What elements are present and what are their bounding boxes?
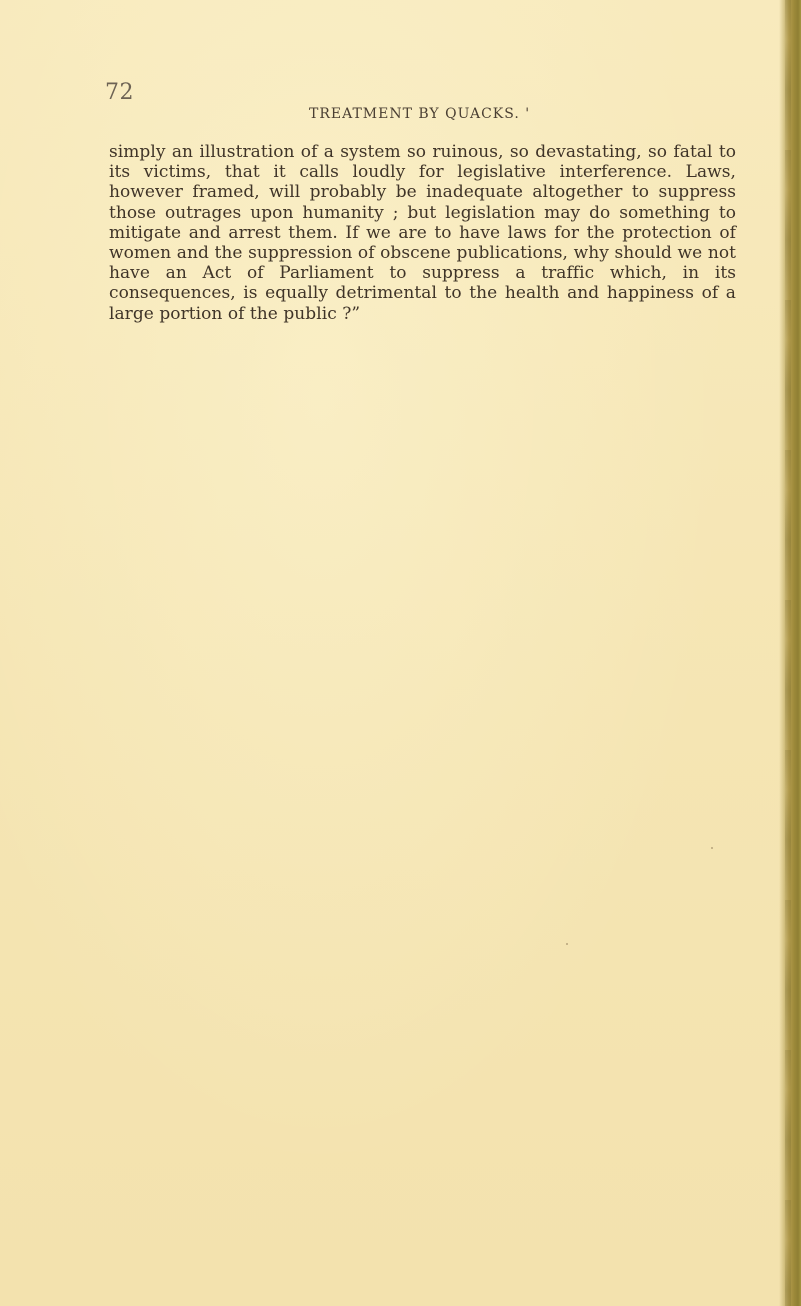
page-edge-shade xyxy=(785,0,791,1306)
page-number: 72 xyxy=(105,80,134,105)
body-paragraph: simply an illustration of a system so ruinous, so devastating, so fatal to its victims, that it calls loudly for legislative interference. Laws, however framed, will probably be inadequate altogether to suppress those outrages upon humanity ; but legislation may do something to mitigate and arrest them. If we are to have laws for the protection of women and the suppression of obscene publications, why should we not have an Act of Parliament to suppress a traffic which, in its consequences, is equally detrimental to the health and happiness of a large portion of the public ?” xyxy=(109,142,736,324)
paper-speck xyxy=(711,847,713,849)
page-header xyxy=(105,80,745,120)
paper-speck xyxy=(566,943,568,945)
running-head: TREATMENT BY QUACKS. ' xyxy=(309,106,531,122)
